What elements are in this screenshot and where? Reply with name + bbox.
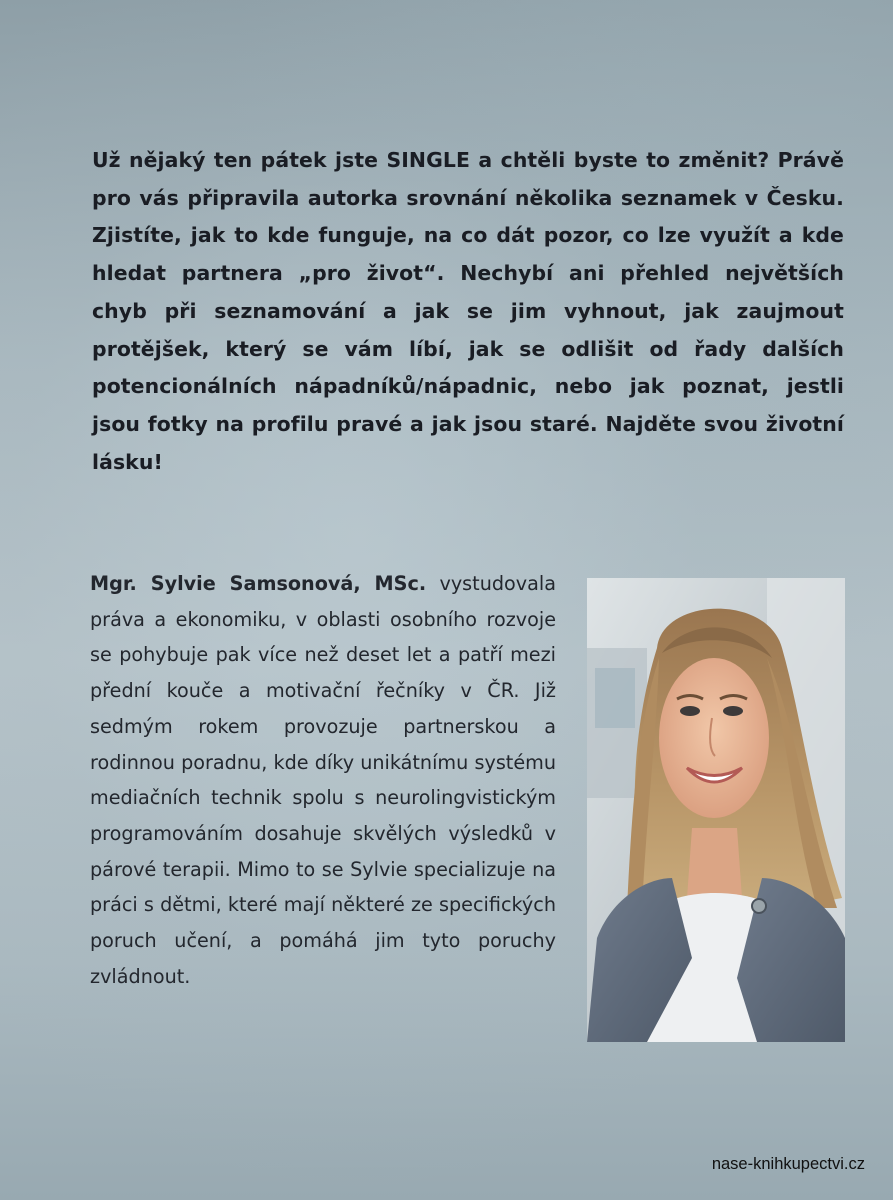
- author-name: Mgr. Sylvie Samsonová, MSc.: [90, 572, 427, 595]
- author-bio-text: vystudovala práva a ekonomiku, v oblasti osobního rozvoje se pohybuje pak více než deset let a patří mezi přední kouče a motivační řečníky v ČR. Již sedmým rokem provozuje partnerskou a rodinnou poradnu, kde díky unikátnímu systému mediačních technik spolu s neurolingvistickým programováním dosahuje skvělých výsledků v párové terapii. Mimo to se Sylvie specializuje na práci s dětmi, které mají některé ze specifických poruch učení, a pomáhá jim tyto poruchy zvládnout.: [90, 572, 556, 988]
- author-photo: [587, 578, 845, 1042]
- watermark-site: nase-knihkupectvi.cz: [711, 1155, 865, 1173]
- back-cover-blurb: Už nějaký ten pátek jste SINGLE a chtěli byste to změnit? Právě pro vás připravila autorka srovnání několika seznamek v Česku. Zjistíte, jak to kde funguje, na co dát pozor, co lze využít a kde hledat partnera „pro život“. Nechybí ani přehled největších chyb při seznamování a jak se jim vyhnout, jak zaujmout protějšek, který se vám líbí, jak se odlišit od řady dalších potencionálních nápadníků/nápadnic, nebo jak poznat, jestli jsou fotky na profilu pravé a jak jsou staré. Najděte svou životní lásku!: [92, 148, 844, 474]
- author-bio: [90, 566, 556, 994]
